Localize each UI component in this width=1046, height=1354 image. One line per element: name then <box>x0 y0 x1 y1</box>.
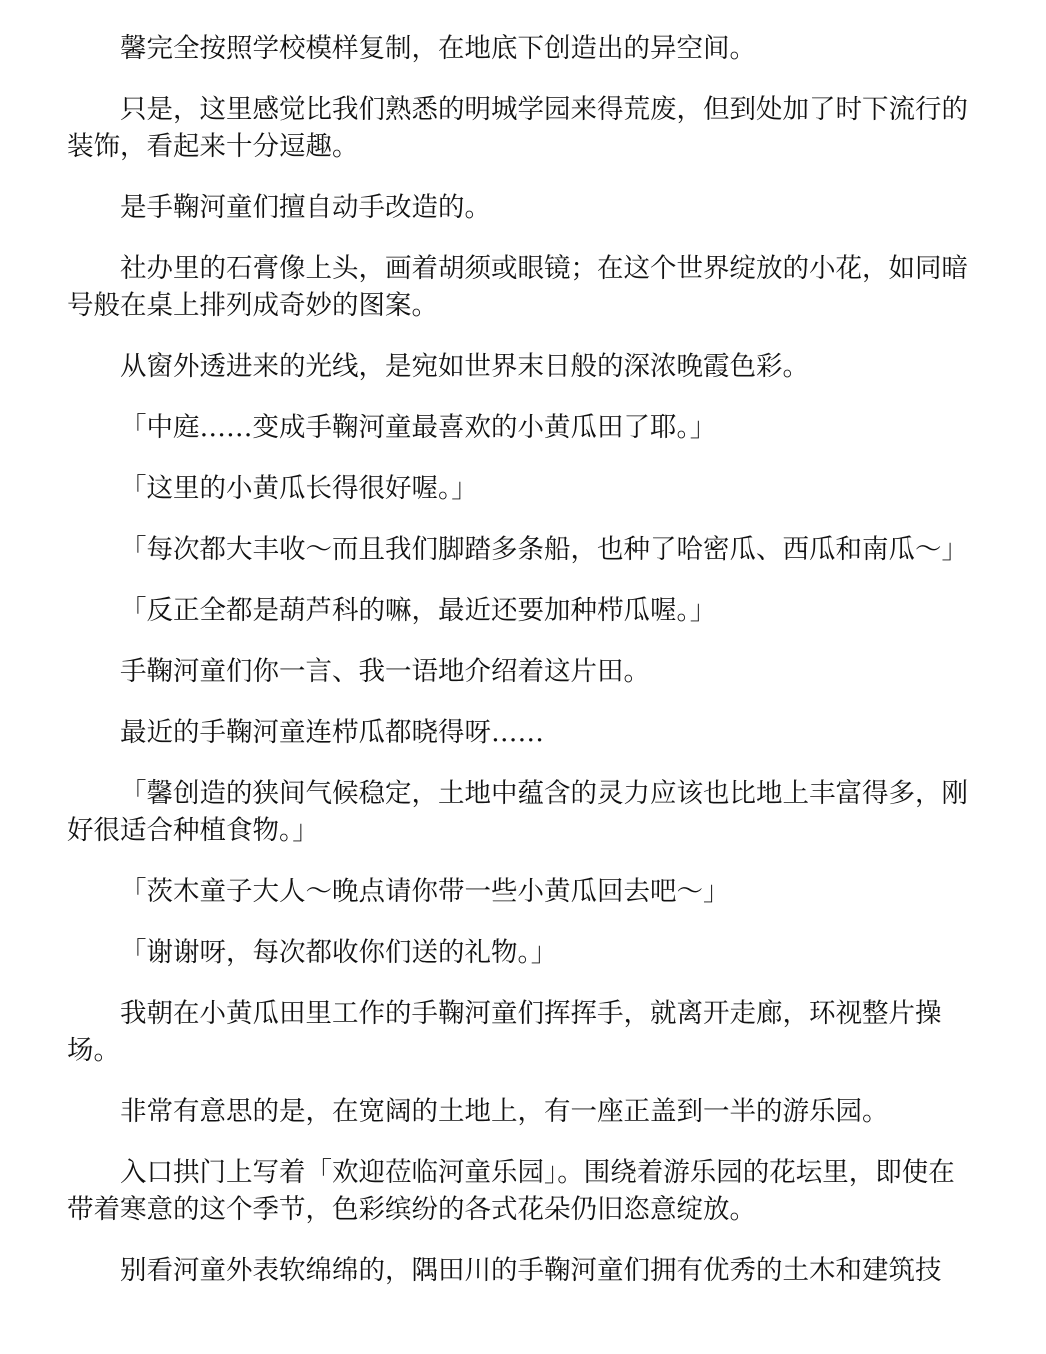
dialogue-line-6: 「茨木童子大人～晚点请你带一些小黄瓜回去吧～」 <box>120 876 730 907</box>
paragraph-16: 非常有意思的是，在宽阔的土地上，有一座正盖到一半的游乐园。 <box>120 1096 889 1127</box>
paragraph-17: 入口拱门上写着「欢迎莅临河童乐园」。围绕着游乐园的花坛里，即使在带着寒意的这个季节，色彩缤纷的各式花朵仍旧恣意绽放。 <box>67 1157 955 1225</box>
dialogue-line-5: 「馨创造的狭间气候稳定，土地中蕴含的灵力应该也比地上丰富得多，刚好很适合种植食物。」 <box>67 778 968 846</box>
dialogue-line-2: 「这里的小黄瓜长得很好喔。」 <box>120 473 478 504</box>
paragraph-11: 最近的手鞠河童连栉瓜都晓得呀…… <box>120 717 544 748</box>
dialogue-line-7: 「谢谢呀，每次都收你们送的礼物。」 <box>120 937 558 968</box>
document-page <box>67 30 979 1313</box>
dialogue-line-3: 「每次都大丰收～而且我们脚踏多条船，也种了哈密瓜、西瓜和南瓜～」 <box>120 534 968 565</box>
paragraph-1: 馨完全按照学校模样复制，在地底下创造出的异空间。 <box>120 33 756 64</box>
paragraph-5: 从窗外透进来的光线，是宛如世界末日般的深浓晚霞色彩。 <box>120 351 809 382</box>
paragraph-10: 手鞠河童们你一言、我一语地介绍着这片田。 <box>120 656 650 687</box>
dialogue-line-1: 「中庭……变成手鞠河童最喜欢的小黄瓜田了耶。」 <box>120 412 717 443</box>
paragraph-4: 社办里的石膏像上头，画着胡须或眼镜；在这个世界绽放的小花，如同暗号般在桌上排列成奇妙的图案。 <box>67 253 968 321</box>
paragraph-2: 只是，这里感觉比我们熟悉的明城学园来得荒废，但到处加了时下流行的装饰，看起来十分逗趣。 <box>67 94 968 162</box>
dialogue-line-4: 「反正全都是葫芦科的嘛，最近还要加种栉瓜喔。」 <box>120 595 717 626</box>
paragraph-3: 是手鞠河童们擅自动手改造的。 <box>120 192 491 223</box>
paragraph-18: 别看河童外表软绵绵的，隅田川的手鞠河童们拥有优秀的土木和建筑技 <box>120 1255 942 1286</box>
paragraph-15: 我朝在小黄瓜田里工作的手鞠河童们挥挥手，就离开走廊，环视整片操场。 <box>67 998 942 1066</box>
